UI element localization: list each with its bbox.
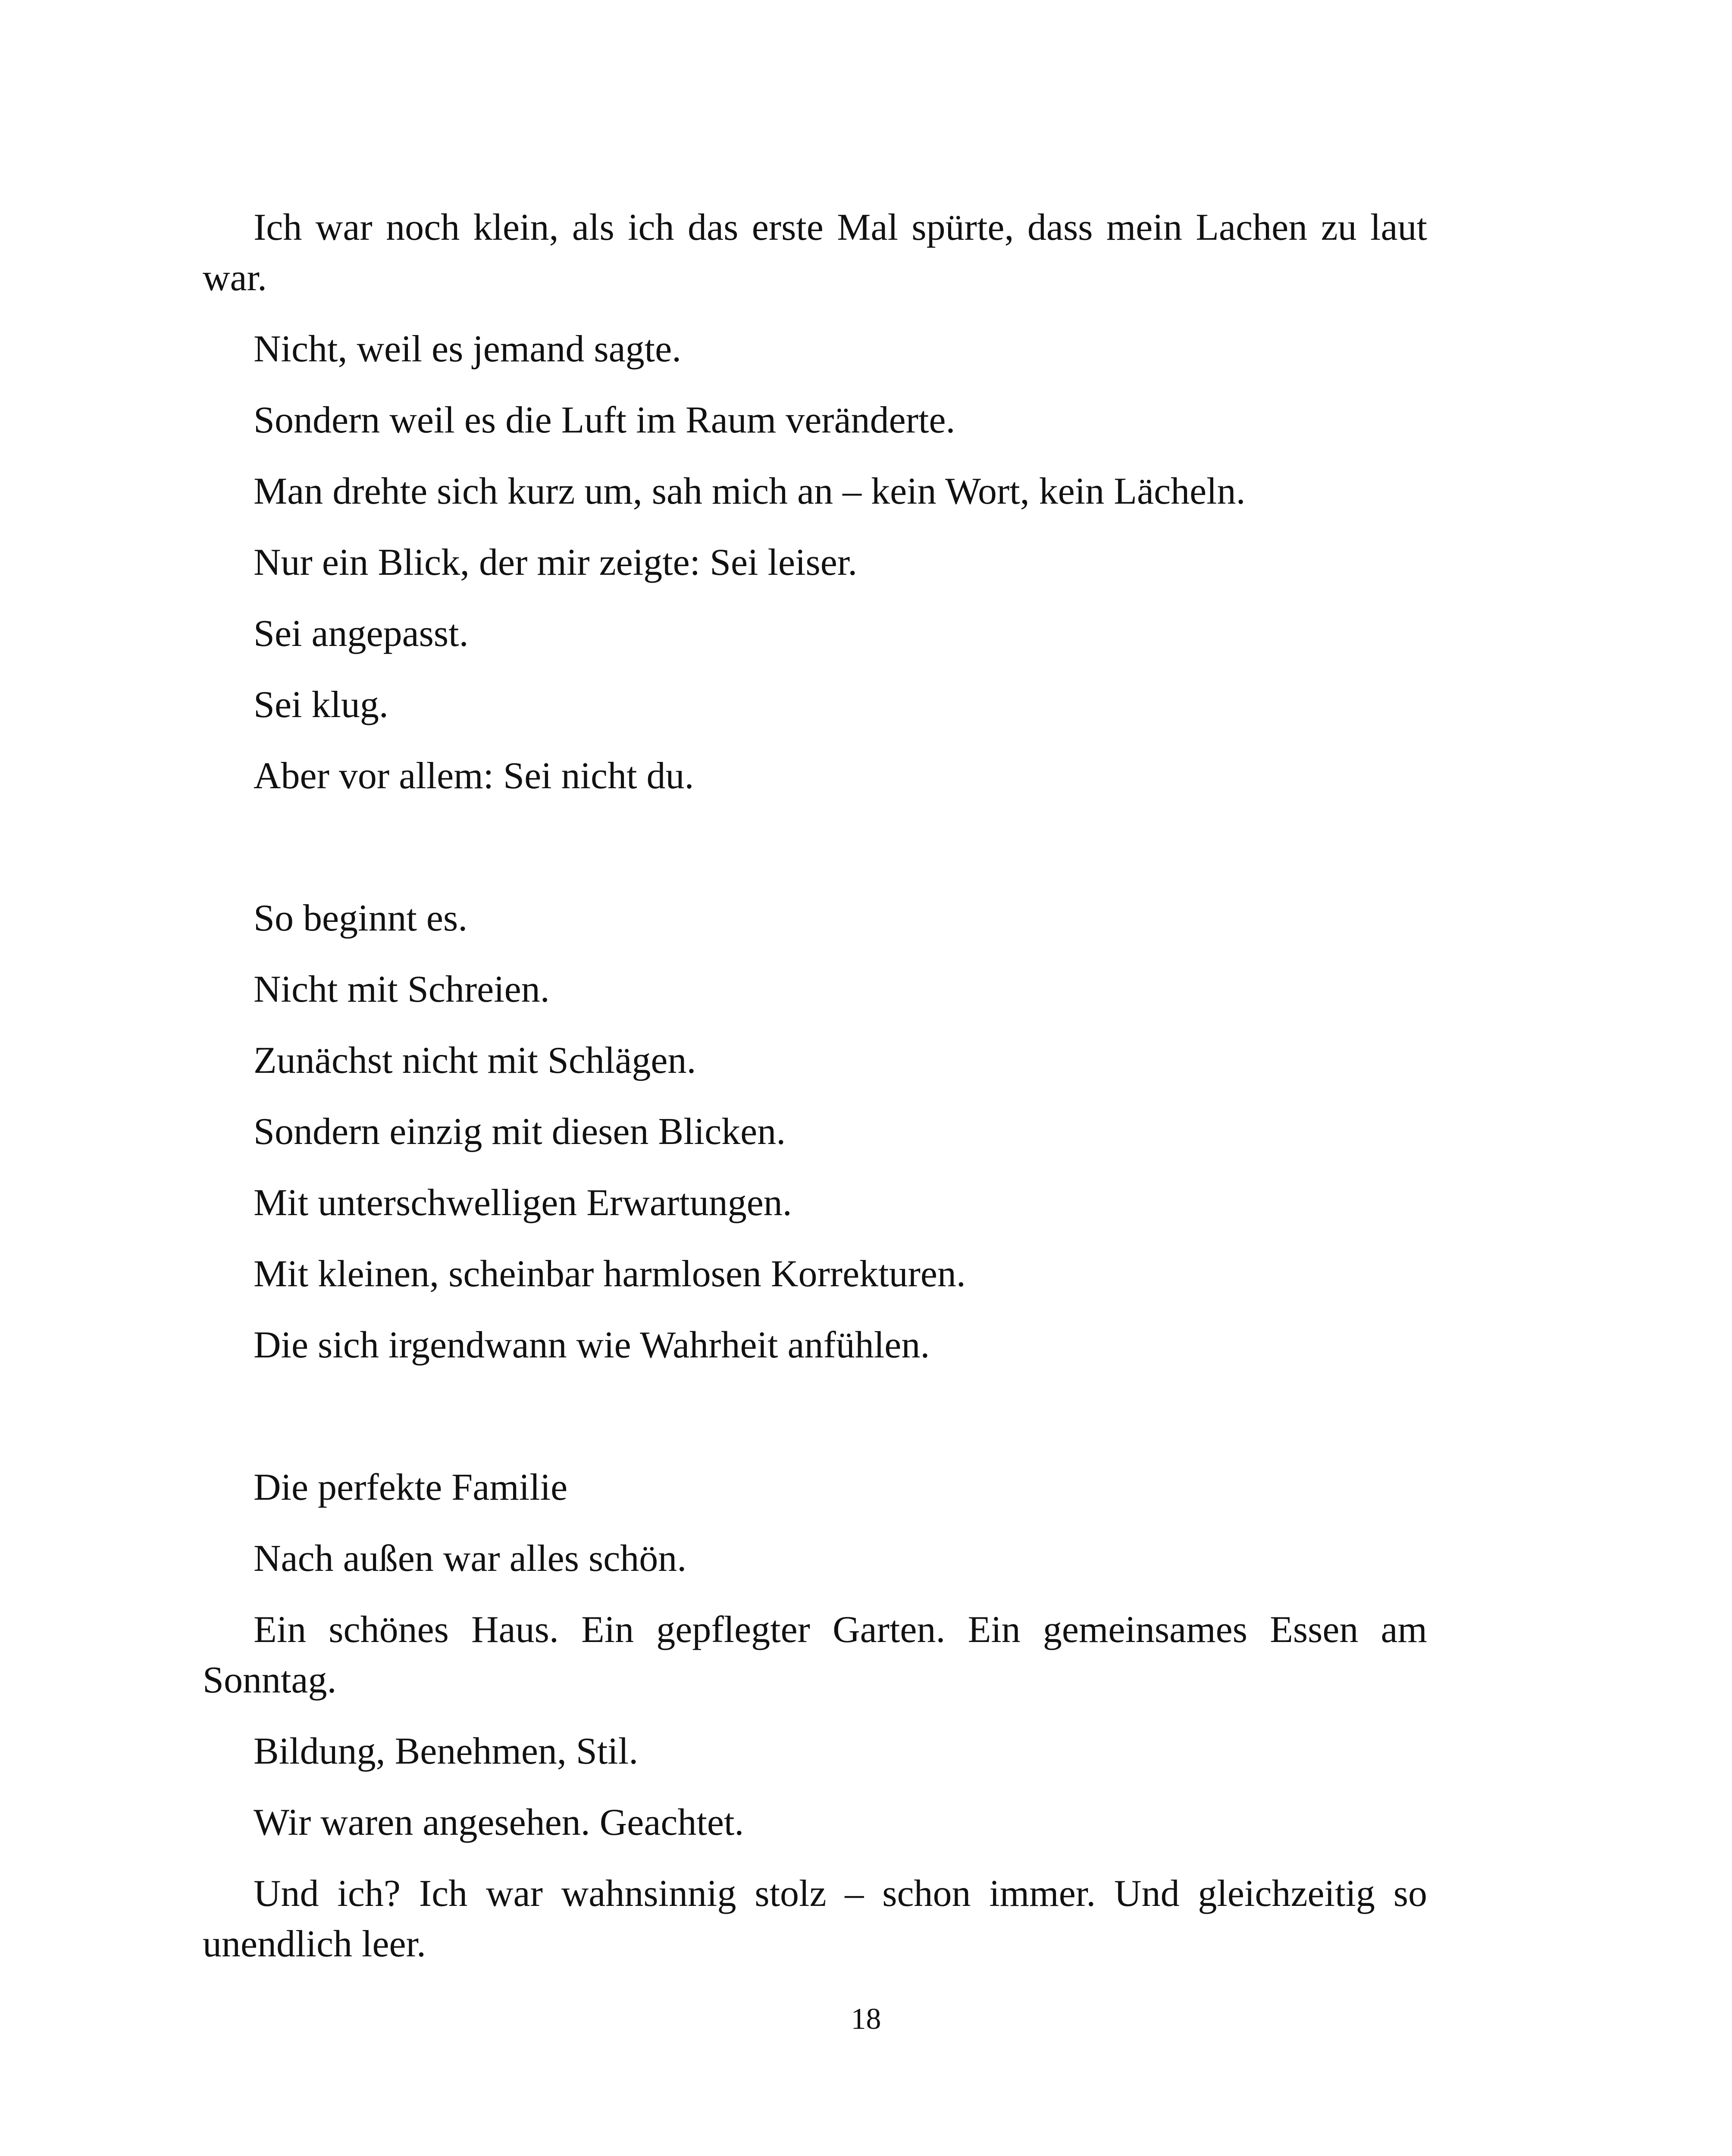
paragraph: So beginnt es. [254, 897, 468, 939]
paragraph: Ein schönes Haus. Ein gepflegter Garten. Ein gemeinsames Essen am Sonntag. [203, 1609, 1427, 1701]
section-heading: Die perfekte Familie [254, 1467, 568, 1508]
paragraph: Sei angepasst. [254, 613, 469, 655]
paragraph: Mit kleinen, scheinbar harmlosen Korrekturen. [254, 1253, 966, 1295]
paragraph: Die sich irgendwann wie Wahrheit anfühlen. [254, 1324, 930, 1366]
paragraph: Aber vor allem: Sei nicht du. [254, 755, 694, 797]
paragraph: Und ich? Ich war wahnsinnig stolz – schon immer. Und gleichzeitig so unendlich leer. [203, 1873, 1427, 1965]
paragraph: Sondern weil es die Luft im Raum veränderte. [254, 399, 955, 441]
paragraph: Wir waren angesehen. Geachtet. [254, 1802, 744, 1843]
paragraph: Man drehte sich kurz um, sah mich an – kein Wort, kein Lächeln. [254, 470, 1246, 512]
paragraph: Sondern einzig mit diesen Blicken. [254, 1111, 786, 1153]
body-text [203, 202, 1427, 1969]
paragraph: Nicht, weil es jemand sagte. [254, 328, 682, 370]
paragraph: Sei klug. [254, 684, 388, 726]
paragraph: Zunächst nicht mit Schlägen. [254, 1040, 696, 1081]
paragraph: Bildung, Benehmen, Stil. [254, 1730, 639, 1772]
paragraph: Mit unterschwelligen Erwartungen. [254, 1182, 792, 1224]
paragraph: Nicht mit Schreien. [254, 968, 550, 1010]
page-number: 18 [851, 2002, 881, 2036]
paragraph: Nur ein Blick, der mir zeigte: Sei leiser. [254, 542, 858, 583]
paragraph: Nach außen war alles schön. [254, 1538, 687, 1579]
paragraph: Ich war noch klein, als ich das erste Mal spürte, dass mein Lachen zu laut war. [203, 207, 1427, 299]
